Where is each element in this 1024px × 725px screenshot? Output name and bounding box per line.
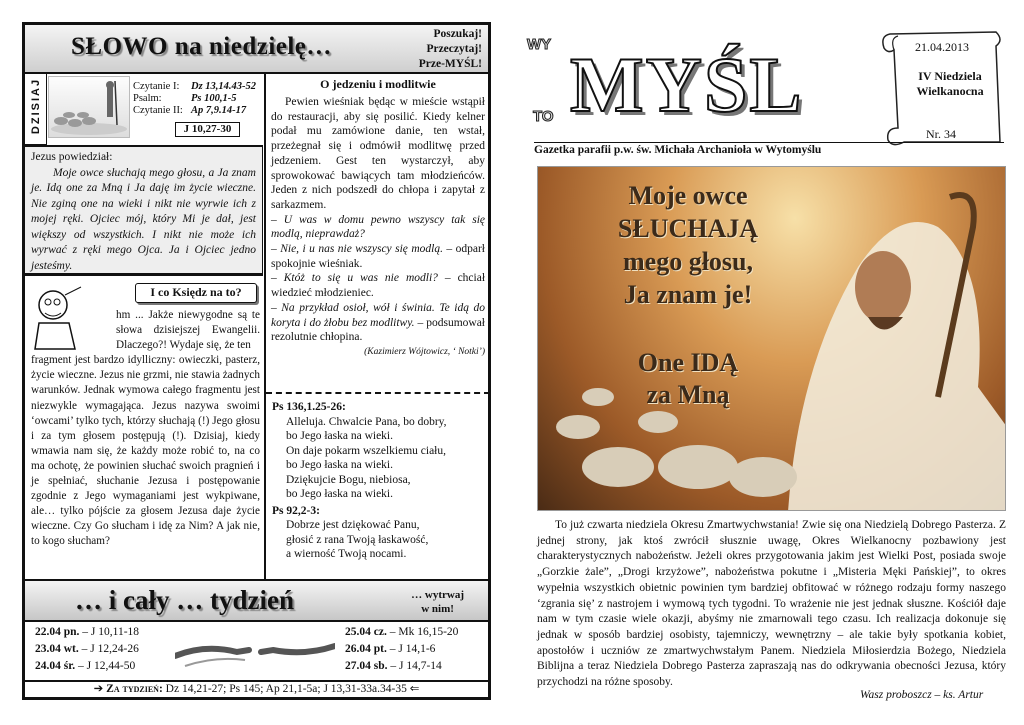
- article-text: To już czwarta niedziela Okresu Zmartwychwstania! Zwie się ona Niedzielą Dobrego Pasterza. Z jednej strony, jak ktoś zwrócił słusznie uwagę, Okres Wielkanocny pozbawiony jest charakterystycznych nabożeństw. Jeżeli okres przygotowania jakim jest Wielki Post, posiada swoje „Gorzkie żale”, „Drogi krzyżowe”, nabożeństwa pokutne i „Misteria Męki Pańskiej”, to okres wypełnia wszystkich obietnic powinien tym bardziej obfitować w różnego rodzaju formy naszego ‘zgrania się’ z nastrojem i wymową tych tygodni. To wrażenie nie jest jednak słuszne. Kościół daje nam w tym czasie wiele okazji, abyśmy nie zmarnowali tego czasu. Ich realizacja dokonuje się jednak w sposób bardziej osobisty, tajemniczy, wewnętrzny – ale takie były spotkania kobiet, apostołów i uczniów ze zmartwychwstałym Panem. Niedziela Miłosierdzia Bożego, Niedziela Biblijna a teraz Niedziela Dobrego Pasterza zapraszają nas do odkrywania obecności Jezusa, który przychodzi na różne sposoby.: [537, 519, 1006, 689]
- creation-hands-illustration: [175, 626, 335, 674]
- sunday-name: IV Niedziela Wielkanocna: [916, 69, 984, 98]
- day-row: 22.04 pn. – J 10,11-18: [35, 626, 140, 638]
- reading-1: Czytanie I: Dz 13,14.43-52: [133, 81, 257, 92]
- shepherd-illustration: [48, 76, 130, 138]
- logo-to: TO: [533, 108, 554, 125]
- ksiadz-text: hm ... Jakże niewygodne są te słowa dzisiejszej Ewangelii. Dlaczego?! Wydaje się, że ten fragment jest bardzo idylliczny: owieczki, pasterz, życie wieczne. Jezus nie grzmi, nie stawia żadnych warunków. Jednak wymowa całego fragmentu jest niezwykle wymagająca. Jezus nazywa swoimi ‘owcami’ tylko tych, którzy słuchają (!) Jego głosu i za tym głosem postępują (!). Dzisiaj, kiedy wmawia nam się, że każdy może robić to, na co ma ochotę, że powinien słuchać swoich pragnień i je spełniać, słuchanie Jezusa i postępowanie zgodnie z Jego wymaganiami jest wykpiwane, ale… tylko pójście za głosem Jezusa daje życie wieczne. Czy Go słucham i idę za Nim? A jak nie, to kogo słucham?: [31, 309, 260, 548]
- photo-caption-1: Moje owce SŁUCHAJĄ mego głosu, Ja znam je!: [617, 181, 759, 309]
- photo-caption-2: One IDĄ za Mną: [637, 348, 739, 409]
- side-line-3: Prze-MYŚL!: [418, 58, 482, 70]
- story-text: Pewien wieśniak będąc w mieście wstąpił do restauracji, aby się posilić. Kiedy kelner podał mu zamówione danie, ten wstał, przeżegnał się i odmówił modlitwę przed jedzeniem. Gest ten wystarczył, aby sprowokować bawiących tam młodzieńców. Jeden z nich podszedł do chłopa i zapytał z sarkazmem. – U was w domu pewno wszyscy tak się modlą, nieprawdaż? – Nie, i u nas nie wszyscy się modlą. – odparł spokojnie wieśniak. – Któż to się u was nie modli? – chciał wiedzieć młodzieniec. – Na przykład osioł, wół i świnia. Te idą do koryta i do żłobu bez modlitwy. – podsumował rezolutnie chłopina. (Kazimierz Wójtowicz, ‘ Notki’): [271, 96, 486, 357]
- side-line-1: Poszukaj!: [433, 28, 482, 40]
- gospel-text: Moje owce słuchają mego głosu, a Ja znam je. Idą one za Mną i Ja daję im życie wieczne. Nie zginą one na wieki i nikt nie wyrwie ich z mojej ręki. Ojciec mój, który Mi je dał, jest większy od wszystkich. I nikt nie może ich wyrwać z ręki mego Ojca. Ja i Ojciec jedno jesteśmy.: [31, 166, 256, 272]
- dzisiaj-label: DZISIAJ: [25, 74, 47, 145]
- reading-3: Czytanie II: Ap 7,9.14-17: [133, 105, 247, 116]
- header-rule: [534, 142, 1004, 143]
- week-side: … wytrwaj w nim!: [411, 589, 464, 615]
- article-signature: Wasz proboszcz – ks. Artur: [860, 689, 984, 701]
- week-title: … i cały … tydzień: [75, 585, 294, 615]
- arrow-right-icon: ➔: [93, 683, 107, 695]
- gospel-text-box: [25, 145, 263, 276]
- day-row: 24.04 śr. – J 12,44-50: [35, 660, 136, 672]
- days-column-right: [345, 624, 458, 675]
- slowo-header: [25, 25, 488, 74]
- story-title: O jedzeniu i modlitwie: [320, 77, 436, 91]
- day-row: 25.04 cz. – Mk 16,15-20: [345, 626, 459, 638]
- gospel-intro: Jezus powiedział:: [31, 151, 113, 163]
- slowo-title: SŁOWO na niedzielę…: [71, 33, 332, 60]
- left-page: [22, 22, 491, 700]
- arrow-left-icon: ⇐: [409, 683, 420, 695]
- issue-date: 21.04.2013: [915, 40, 969, 54]
- week-header: [25, 579, 488, 622]
- dashed-divider: [266, 392, 490, 394]
- day-row: 23.04 wt. – J 12,24-26: [35, 643, 139, 655]
- story-column: [264, 74, 488, 579]
- good-shepherd-image: [537, 166, 1006, 511]
- issue-number: Nr. 34: [926, 127, 956, 141]
- side-line-2: Przeczytaj!: [426, 43, 482, 55]
- day-row: 27.04 sb. – J 14,7-14: [345, 660, 442, 672]
- gospel-ref: J 10,27-30: [175, 122, 240, 137]
- ksiadz-label: I co Księdz na to?: [135, 283, 257, 303]
- days-column-left: [35, 624, 139, 675]
- parish-subtitle: Gazetka parafii p.w. św. Michała Archanioła w Wytomyślu: [534, 144, 822, 156]
- day-row: 26.04 pt. – J 14,1-6: [345, 643, 436, 655]
- next-week-line: ➔ Za tydzień: Dz 14,21-27; Ps 145; Ap 21,1-5a; J 13,31-33a.34-35 ⇐: [25, 680, 488, 697]
- logo-wy: WY: [527, 36, 552, 53]
- readings-list: [133, 81, 256, 117]
- logo-mysl: MYŚL: [570, 41, 804, 128]
- header-side-text: [419, 27, 482, 72]
- reading-2: Psalm: Ps 100,1-5: [133, 93, 237, 104]
- psalms-section: Ps 136,1.25-26: Alleluja. Chwalcie Pana, bo dobry, bo Jego łaska na wieki. On daje pokarm wszelkiemu ciału, bo Jego łaska na wieki. Dziękujcie Bogu, niebiosa, bo Jego łaska na wieki. Ps 92,2-3: Dobrze jest dziękować Panu, głosić z rana Twoją łaskawość, a wierność Twoją nocami.: [272, 401, 447, 560]
